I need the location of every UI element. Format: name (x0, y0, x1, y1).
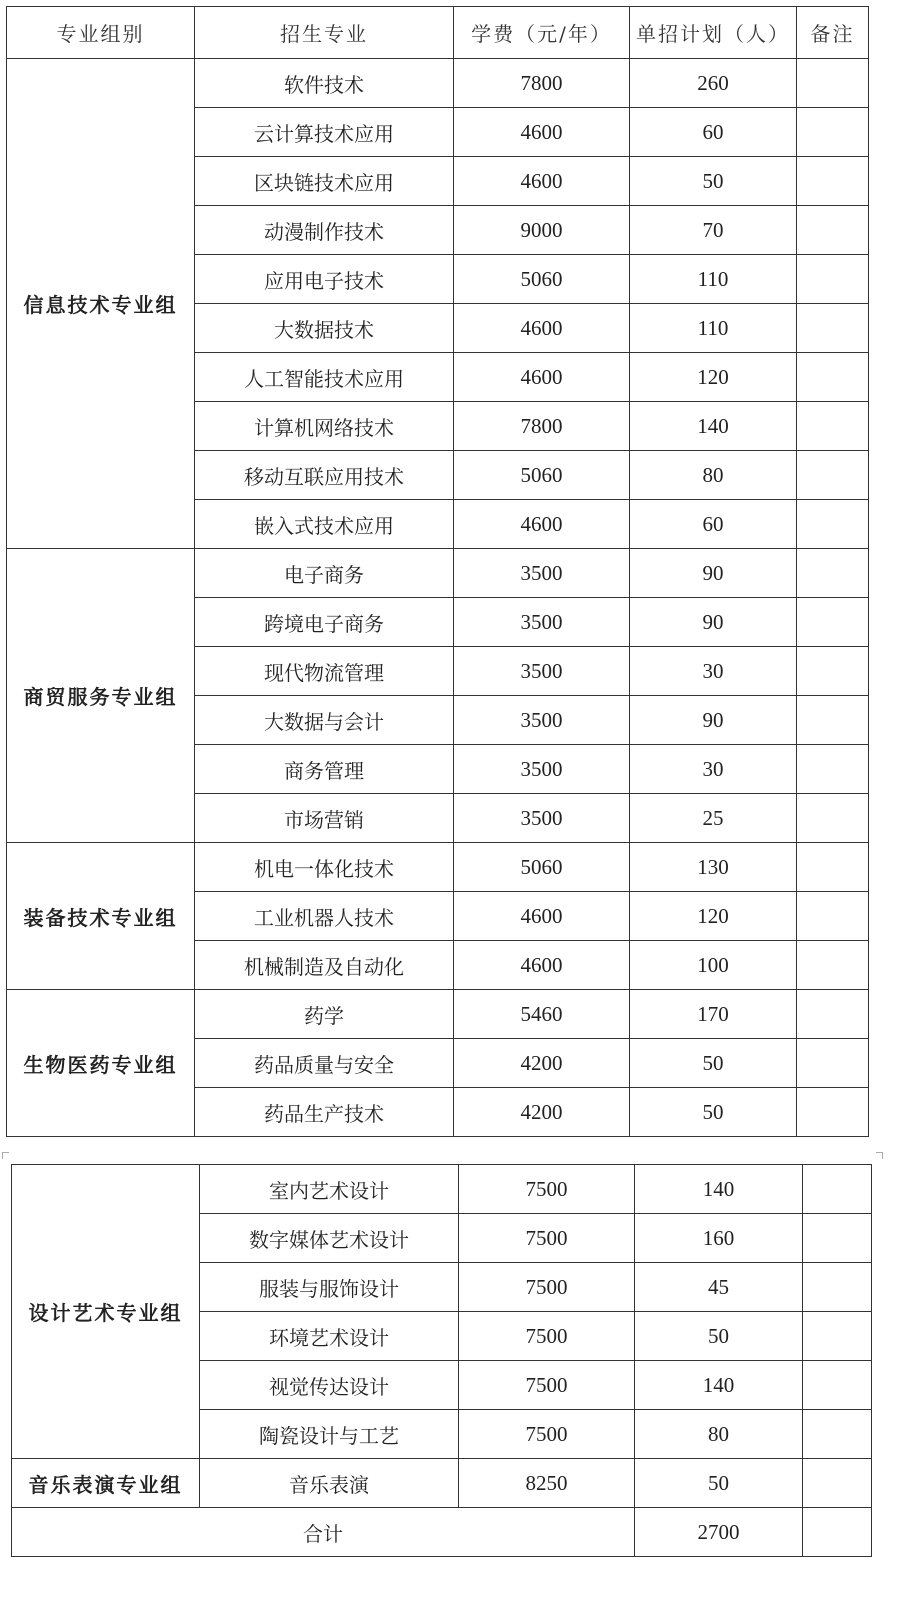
major-cell: 室内艺术设计 (200, 1165, 459, 1214)
plan-cell: 60 (630, 500, 797, 549)
major-cell: 计算机网络技术 (195, 402, 454, 451)
header-plan: 单招计划（人） (630, 7, 797, 59)
note-cell (797, 745, 869, 794)
table-row (12, 1165, 872, 1214)
fee-cell: 7500 (459, 1410, 635, 1459)
major-cell: 市场营销 (195, 794, 454, 843)
table-row (12, 1459, 872, 1508)
note-cell (797, 500, 869, 549)
fee-cell: 9000 (454, 206, 630, 255)
plan-cell: 110 (630, 304, 797, 353)
note-cell (803, 1459, 872, 1508)
plan-cell: 160 (635, 1214, 803, 1263)
plan-cell: 30 (630, 745, 797, 794)
fee-cell: 5460 (454, 990, 630, 1039)
plan-cell: 90 (630, 696, 797, 745)
note-cell (803, 1361, 872, 1410)
major-cell: 药品质量与安全 (195, 1039, 454, 1088)
plan-cell: 30 (630, 647, 797, 696)
group-name-cell: 信息技术专业组 (7, 59, 195, 549)
plan-cell: 260 (630, 59, 797, 108)
header-note: 备注 (797, 7, 869, 59)
plan-cell: 80 (630, 451, 797, 500)
fee-cell: 5060 (454, 255, 630, 304)
fee-cell: 4600 (454, 941, 630, 990)
table-row (7, 990, 869, 1039)
header-group: 专业组别 (7, 7, 195, 59)
header-fee: 学费（元/年） (454, 7, 630, 59)
note-cell (797, 941, 869, 990)
major-cell: 药品生产技术 (195, 1088, 454, 1137)
note-cell (797, 451, 869, 500)
header-major: 招生专业 (195, 7, 454, 59)
note-cell (797, 696, 869, 745)
plan-cell: 100 (630, 941, 797, 990)
total-row (12, 1508, 872, 1557)
note-cell (797, 549, 869, 598)
fee-cell: 4200 (454, 1088, 630, 1137)
note-cell (797, 157, 869, 206)
note-cell (797, 304, 869, 353)
note-cell (797, 1088, 869, 1137)
major-cell: 商务管理 (195, 745, 454, 794)
fee-cell: 3500 (454, 794, 630, 843)
major-cell: 大数据与会计 (195, 696, 454, 745)
fee-cell: 7500 (459, 1263, 635, 1312)
fee-cell: 3500 (454, 549, 630, 598)
major-cell: 工业机器人技术 (195, 892, 454, 941)
plan-cell: 120 (630, 892, 797, 941)
plan-cell: 110 (630, 255, 797, 304)
plan-cell: 120 (630, 353, 797, 402)
major-cell: 人工智能技术应用 (195, 353, 454, 402)
major-cell: 服装与服饰设计 (200, 1263, 459, 1312)
major-cell: 机电一体化技术 (195, 843, 454, 892)
fee-cell: 4600 (454, 353, 630, 402)
major-cell: 动漫制作技术 (195, 206, 454, 255)
group-name-cell: 音乐表演专业组 (12, 1459, 200, 1508)
fee-cell: 4600 (454, 500, 630, 549)
plan-cell: 140 (630, 402, 797, 451)
table-row (7, 549, 869, 598)
note-cell (797, 206, 869, 255)
note-cell (797, 892, 869, 941)
table-row (7, 59, 869, 108)
note-cell (797, 108, 869, 157)
major-cell: 视觉传达设计 (200, 1361, 459, 1410)
note-cell (797, 402, 869, 451)
total-plan: 2700 (635, 1508, 803, 1557)
major-cell: 大数据技术 (195, 304, 454, 353)
total-note (803, 1508, 872, 1557)
total-label: 合计 (12, 1508, 635, 1557)
note-cell (803, 1165, 872, 1214)
note-cell (803, 1263, 872, 1312)
major-cell: 数字媒体艺术设计 (200, 1214, 459, 1263)
plan-cell: 90 (630, 598, 797, 647)
plan-cell: 140 (635, 1361, 803, 1410)
enrollment-table-page1 (6, 6, 869, 1137)
major-cell: 药学 (195, 990, 454, 1039)
note-cell (797, 990, 869, 1039)
plan-cell: 50 (630, 1039, 797, 1088)
major-cell: 电子商务 (195, 549, 454, 598)
major-cell: 音乐表演 (200, 1459, 459, 1508)
fee-cell: 4200 (454, 1039, 630, 1088)
group-name-cell: 生物医药专业组 (7, 990, 195, 1137)
note-cell (797, 843, 869, 892)
fee-cell: 4600 (454, 304, 630, 353)
note-cell (803, 1410, 872, 1459)
plan-cell: 140 (635, 1165, 803, 1214)
major-cell: 陶瓷设计与工艺 (200, 1410, 459, 1459)
group-name-cell: 商贸服务专业组 (7, 549, 195, 843)
plan-cell: 130 (630, 843, 797, 892)
major-cell: 区块链技术应用 (195, 157, 454, 206)
note-cell (797, 59, 869, 108)
plan-cell: 70 (630, 206, 797, 255)
major-cell: 现代物流管理 (195, 647, 454, 696)
fee-cell: 3500 (454, 647, 630, 696)
major-cell: 软件技术 (195, 59, 454, 108)
fee-cell: 5060 (454, 451, 630, 500)
plan-cell: 50 (635, 1312, 803, 1361)
note-cell (797, 353, 869, 402)
major-cell: 云计算技术应用 (195, 108, 454, 157)
fee-cell: 7800 (454, 59, 630, 108)
note-cell (797, 598, 869, 647)
note-cell (803, 1214, 872, 1263)
fee-cell: 5060 (454, 843, 630, 892)
major-cell: 移动互联应用技术 (195, 451, 454, 500)
plan-cell: 50 (630, 1088, 797, 1137)
header-row (7, 7, 869, 59)
page-break-mark-left (2, 1152, 9, 1159)
fee-cell: 7500 (459, 1312, 635, 1361)
fee-cell: 8250 (459, 1459, 635, 1508)
plan-cell: 50 (635, 1459, 803, 1508)
note-cell (797, 1039, 869, 1088)
group-name-cell: 设计艺术专业组 (12, 1165, 200, 1459)
fee-cell: 3500 (454, 696, 630, 745)
major-cell: 应用电子技术 (195, 255, 454, 304)
major-cell: 嵌入式技术应用 (195, 500, 454, 549)
fee-cell: 4600 (454, 108, 630, 157)
plan-cell: 25 (630, 794, 797, 843)
fee-cell: 4600 (454, 892, 630, 941)
note-cell (797, 647, 869, 696)
plan-cell: 60 (630, 108, 797, 157)
plan-cell: 90 (630, 549, 797, 598)
major-cell: 跨境电子商务 (195, 598, 454, 647)
note-cell (803, 1312, 872, 1361)
fee-cell: 7800 (454, 402, 630, 451)
plan-cell: 45 (635, 1263, 803, 1312)
note-cell (797, 794, 869, 843)
fee-cell: 3500 (454, 745, 630, 794)
fee-cell: 7500 (459, 1165, 635, 1214)
plan-cell: 170 (630, 990, 797, 1039)
table-row (7, 843, 869, 892)
major-cell: 机械制造及自动化 (195, 941, 454, 990)
fee-cell: 4600 (454, 157, 630, 206)
note-cell (797, 255, 869, 304)
fee-cell: 7500 (459, 1214, 635, 1263)
major-cell: 环境艺术设计 (200, 1312, 459, 1361)
enrollment-table-page2 (11, 1164, 872, 1557)
plan-cell: 80 (635, 1410, 803, 1459)
page-break-mark-right (876, 1152, 883, 1159)
group-name-cell: 装备技术专业组 (7, 843, 195, 990)
fee-cell: 7500 (459, 1361, 635, 1410)
fee-cell: 3500 (454, 598, 630, 647)
plan-cell: 50 (630, 157, 797, 206)
